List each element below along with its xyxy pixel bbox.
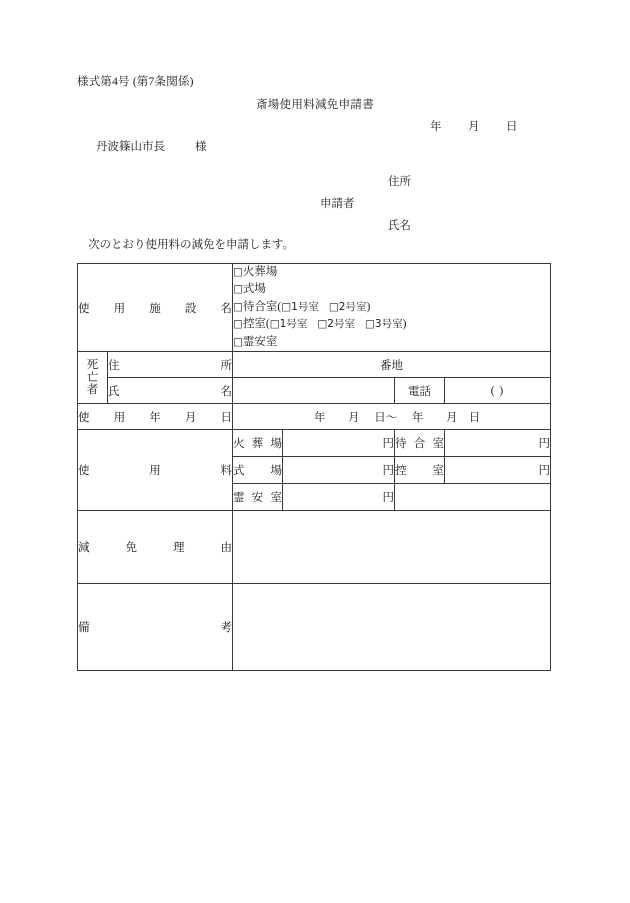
- fee-label-ceremony-hall: 式場: [233, 457, 283, 484]
- applicant-label-row: [320, 192, 480, 214]
- use-date-label: 使用年月日: [78, 404, 233, 430]
- fee-value-ceremony-hall[interactable]: 円: [283, 457, 395, 484]
- reason-label: 減免理由: [78, 511, 233, 584]
- facility-option-mortuary[interactable]: [233, 334, 550, 351]
- applicant-name-row: [320, 214, 480, 236]
- page-title: 斎場使用料減免申請書: [256, 99, 374, 111]
- table-row-use-date: [78, 404, 551, 430]
- use-date-from-day: 日～: [374, 411, 398, 424]
- addressee: [96, 138, 207, 154]
- fee-empty-cell: [395, 484, 551, 511]
- applicant-block: [320, 170, 480, 236]
- deceased-label-char: 者: [86, 384, 99, 397]
- checkbox-icon[interactable]: □: [233, 335, 243, 348]
- fee-value-mortuary[interactable]: 円: [283, 484, 395, 511]
- table-row-fee-1: [78, 430, 551, 457]
- fee-label-crematorium: 火葬場: [233, 430, 283, 457]
- applicant-address-label: 住所: [388, 176, 411, 188]
- fee-value-crematorium[interactable]: 円: [283, 430, 395, 457]
- facility-option-label: 火葬場: [242, 266, 278, 278]
- application-form-table: [77, 263, 551, 671]
- facility-option-anteroom[interactable]: [233, 316, 550, 333]
- applicant-name-label: 氏名: [388, 220, 411, 232]
- checkbox-icon[interactable]: □: [233, 318, 243, 331]
- checkbox-waiting-room-1[interactable]: □1号室: [281, 300, 319, 313]
- fee-label-mortuary: 霊安室: [233, 484, 283, 511]
- submission-date-line: [430, 118, 518, 134]
- checkbox-icon[interactable]: □: [233, 300, 243, 313]
- applicant-address-row: [320, 170, 480, 192]
- date-month-label: 月: [468, 121, 480, 133]
- deceased-tel-label: 電話: [395, 378, 445, 404]
- checkbox-icon[interactable]: □: [233, 283, 243, 296]
- facility-option-close: ): [402, 318, 407, 331]
- deceased-tel-field[interactable]: ( ): [445, 378, 551, 404]
- facility-option-label: 式場: [242, 283, 266, 296]
- facility-option-label: 控室(: [242, 318, 270, 331]
- use-date-field[interactable]: [233, 404, 551, 430]
- table-row-facility: [78, 264, 551, 352]
- form-number: 様式第4号 (第7条関係): [77, 76, 194, 88]
- facility-option-ceremony-hall[interactable]: [233, 281, 550, 298]
- use-date-to-year: 年: [412, 411, 424, 424]
- table-row-deceased-name: [78, 378, 551, 404]
- fee-value-waiting-room[interactable]: 円: [445, 430, 551, 457]
- checkbox-anteroom-1[interactable]: □1号室: [269, 318, 308, 331]
- checkbox-waiting-room-2[interactable]: □2号室: [328, 300, 367, 313]
- fee-value-anteroom[interactable]: 円: [445, 457, 551, 484]
- lead-sentence: 次のとおり使用料の減免を申請します。: [88, 239, 295, 251]
- date-year-label: 年: [430, 121, 442, 133]
- applicant-label: 申請者: [320, 198, 355, 210]
- deceased-label-char: 死: [86, 359, 99, 372]
- checkbox-anteroom-2[interactable]: □2号室: [317, 318, 355, 331]
- facility-options-cell: [233, 264, 551, 352]
- fee-label-waiting-room: 待合室: [395, 430, 445, 457]
- facility-option-close: ): [366, 300, 371, 313]
- use-date-from-month: 月: [348, 411, 360, 424]
- fees-label: 使用料: [78, 430, 233, 511]
- addressee-name: 丹波篠山市長: [96, 141, 165, 153]
- facility-label: 使用施設名: [78, 264, 233, 352]
- checkbox-anteroom-3[interactable]: □3号室: [364, 318, 403, 331]
- use-date-to-month: 月: [446, 411, 458, 424]
- deceased-label: [78, 352, 108, 404]
- facility-option-crematorium[interactable]: [233, 264, 550, 281]
- facility-option-label: 霊安室: [242, 335, 278, 348]
- deceased-address-label: 住所: [108, 352, 233, 378]
- deceased-name-field[interactable]: [233, 378, 395, 404]
- remarks-label: 備考: [78, 584, 233, 671]
- fee-label-anteroom: 控室: [395, 457, 445, 484]
- addressee-honorific: 様: [195, 141, 207, 153]
- table-row-reason: [78, 511, 551, 584]
- table-row-deceased-address: [78, 352, 551, 378]
- use-date-to-day: 日: [468, 411, 481, 424]
- facility-option-waiting-room[interactable]: [233, 299, 550, 316]
- deceased-label-char: 亡: [86, 371, 99, 384]
- use-date-from-year: 年: [314, 411, 326, 424]
- remarks-field[interactable]: [233, 584, 551, 671]
- facility-option-label: 待合室(: [242, 300, 282, 313]
- date-day-label: 日: [506, 121, 518, 133]
- deceased-name-label: 氏名: [108, 378, 233, 404]
- deceased-address-field[interactable]: 番地: [233, 352, 551, 378]
- reason-field[interactable]: [233, 511, 551, 584]
- checkbox-icon[interactable]: □: [233, 266, 243, 278]
- table-row-remarks: [78, 584, 551, 671]
